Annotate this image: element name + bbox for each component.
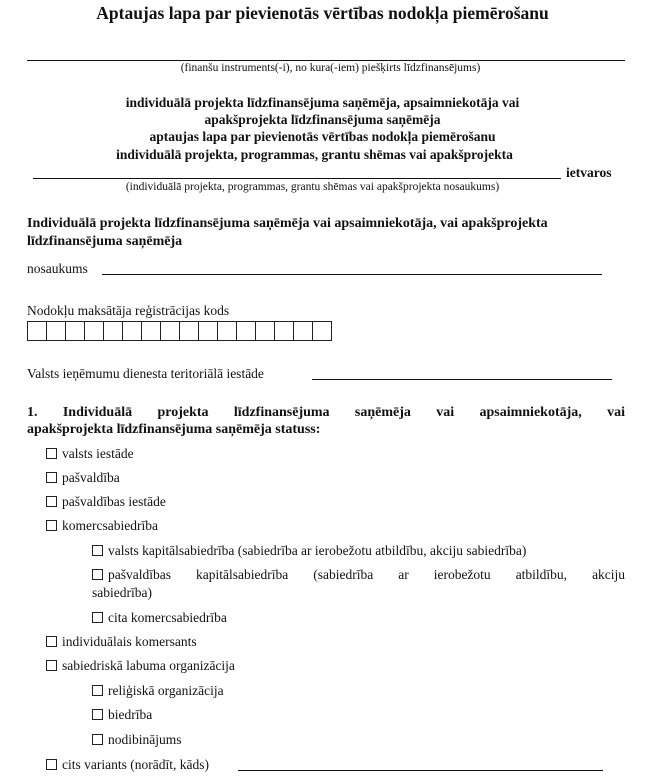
option-pasvaldibas-kapitalsabiedriba[interactable]: pašvaldības kapitālsabiedrība (sabiedrība ar ierobežotu atbildību, akciju — [92, 567, 625, 583]
heading-line-2: apakšprojekta līdzfinansējuma saņēmēja — [204, 112, 441, 127]
option-sabiedriska-labuma[interactable]: sabiedriskā labuma organizācija — [46, 658, 235, 674]
option-pasvaldiba[interactable]: pašvaldība — [46, 470, 120, 486]
option-pasvaldibas-iestade[interactable]: pašvaldības iestāde — [46, 494, 166, 510]
regcode-cell[interactable] — [46, 321, 66, 341]
regcode-cell[interactable] — [160, 321, 180, 341]
checkbox[interactable] — [92, 545, 103, 556]
heading-line-4: individuālā projekta, programmas, grantu shēmas vai apakšprojekta — [116, 147, 513, 162]
regcode-cell[interactable] — [198, 321, 218, 341]
regcode-cell[interactable] — [27, 321, 47, 341]
recipient-heading-1: Individuālā projekta līdzfinansējuma saņēmēja vai apsaimniekotāja, vai apakšprojekta — [27, 216, 548, 231]
option-pasvaldibas-kapitalsabiedriba-cont: sabiedrība) — [92, 585, 152, 600]
regcode-cell[interactable] — [312, 321, 332, 341]
heading-line-1: individuālā projekta līdzfinansējuma saņēmēja, apsaimniekotāja vai — [125, 95, 520, 110]
checkbox[interactable] — [46, 660, 57, 671]
option-cita-komercsabiedriba[interactable]: cita komercsabiedrība — [92, 610, 227, 626]
option-biedriba[interactable]: biedrība — [92, 707, 152, 723]
name-line[interactable] — [102, 274, 602, 275]
instrument-caption: (finanšu instruments(-i), no kura(-iem) piešķirts līdzfinansējums) — [180, 62, 481, 74]
option-cits-variants[interactable]: cits variants (norādīt, kāds) — [46, 757, 209, 773]
regcode-cell[interactable] — [179, 321, 199, 341]
instrument-line[interactable] — [27, 60, 625, 61]
name-label: nosaukums — [27, 261, 88, 276]
checkbox[interactable] — [46, 520, 57, 531]
option-nodibinajums[interactable]: nodibinājums — [92, 732, 182, 748]
page-title: Aptaujas lapa par pievienotās vērtības nodokļa piemērošanu — [96, 3, 549, 23]
recipient-heading-2: līdzfinansējuma saņēmēja — [27, 234, 183, 249]
question-1-line-2: apakšprojekta līdzfinansējuma saņēmēja statuss: — [27, 422, 321, 437]
heading-suffix: ietvaros — [566, 165, 612, 180]
checkbox[interactable] — [92, 685, 103, 696]
regcode-cell[interactable] — [103, 321, 123, 341]
checkbox[interactable] — [92, 734, 103, 745]
question-1-line-1: 1. Individuālā projekta līdzfinansējuma saņēmēja vai apsaimniekotāja, vai — [27, 405, 626, 420]
heading-line-3: aptaujas lapa par pievienotās vērtības nodokļa piemērošanu — [149, 129, 496, 144]
regcode-cell[interactable] — [236, 321, 256, 341]
option-religiska-organizacija[interactable]: reliģiskā organizācija — [92, 683, 224, 699]
checkbox[interactable] — [46, 448, 57, 459]
checkbox[interactable] — [46, 636, 57, 647]
checkbox[interactable] — [92, 612, 103, 623]
regcode-cell[interactable] — [141, 321, 161, 341]
project-caption: (individuālā projekta, programmas, grantu shēmas vai apakšprojekta nosaukums) — [125, 181, 500, 193]
checkbox[interactable] — [46, 759, 57, 770]
option-komercsabiedriba[interactable]: komercsabiedrība — [46, 518, 158, 534]
option-valsts-iestade[interactable]: valsts iestāde — [46, 446, 134, 462]
regcode-cell[interactable] — [84, 321, 104, 341]
checkbox[interactable] — [46, 496, 57, 507]
regcode-label: Nodokļu maksātāja reģistrācijas kods — [27, 303, 230, 318]
checkbox[interactable] — [46, 472, 57, 483]
regcode-cell[interactable] — [217, 321, 237, 341]
option-valsts-kapitalsabiedriba[interactable]: valsts kapitālsabiedrība (sabiedrība ar ierobežotu atbildību, akciju sabiedrība) — [92, 543, 526, 559]
vid-line[interactable] — [312, 379, 612, 380]
regcode-cell[interactable] — [274, 321, 294, 341]
regcode-cell[interactable] — [65, 321, 85, 341]
project-name-line[interactable] — [33, 178, 561, 179]
regcode-cell[interactable] — [293, 321, 313, 341]
vid-label: Valsts ieņēmumu dienesta teritoriālā iestāde — [27, 366, 264, 381]
regcode-cell[interactable] — [122, 321, 142, 341]
checkbox[interactable] — [92, 569, 103, 580]
cits-variants-line[interactable] — [238, 770, 603, 771]
checkbox[interactable] — [92, 709, 103, 720]
regcode-cell[interactable] — [255, 321, 275, 341]
option-individualais-komersants[interactable]: individuālais komersants — [46, 634, 197, 650]
